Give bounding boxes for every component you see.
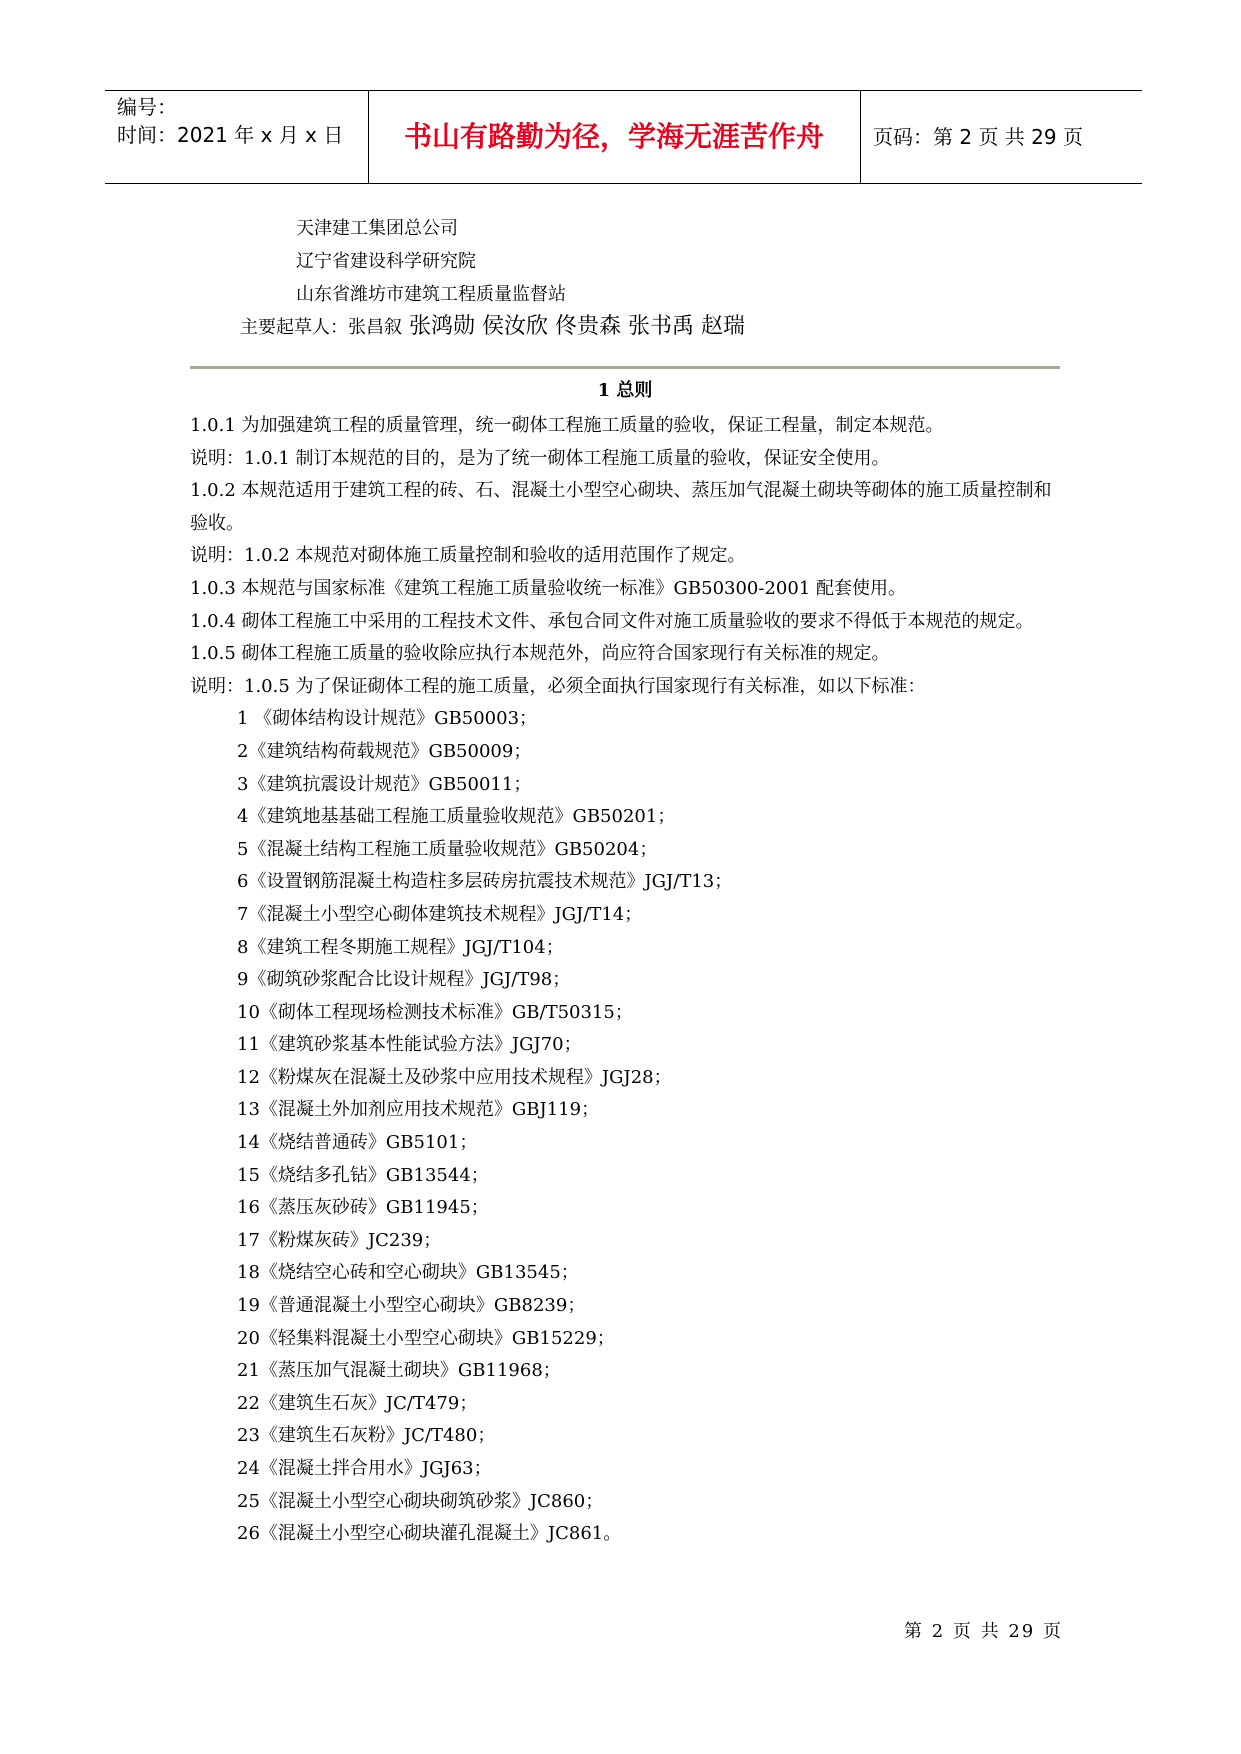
paragraph: 1.0.2 本规范适用于建筑工程的砖、石、混凝土小型空心砌块、蒸压加气混凝土砌块等砌体的施工质量控制和验收。 — [190, 480, 1052, 534]
header-meta — [117, 93, 343, 149]
document-time: 时间：2021 年 x 月 x 日 — [117, 123, 344, 147]
list-item: 4《建筑地基基础工程施工质量验收规范》GB50201； — [237, 806, 676, 828]
list-item: 10《砌体工程现场检测技术标准》GB/T50315； — [237, 1001, 633, 1023]
list-item: 2《建筑结构荷载规范》GB50009； — [237, 740, 532, 762]
list-item: 8《建筑工程冬期施工规程》JGJ/T104； — [237, 936, 564, 958]
paragraph: 1.0.1 为加强建筑工程的质量管理，统一砌体工程施工质量的验收，保证工程量，制定本规范。 — [190, 415, 944, 436]
list-item: 21《蒸压加气混凝土砌块》GB11968； — [237, 1360, 561, 1382]
document-number-label: 编号： — [117, 95, 177, 119]
list-item: 3《建筑抗震设计规范》GB50011； — [237, 773, 532, 795]
organization-item: 辽宁省建设科学研究院 — [296, 251, 476, 272]
organization-list — [296, 212, 566, 311]
list-item: 7《混凝土小型空心砌体建筑技术规程》JGJ/T14； — [237, 903, 643, 925]
drafters-label: 主要起草人：张昌叙 — [240, 317, 402, 338]
reference-list — [190, 703, 1060, 1550]
paragraph: 1.0.5 砌体工程施工质量的验收除应执行本规范外，尚应符合国家现行有关标准的规定。 — [190, 643, 890, 665]
header-divider-right — [860, 91, 861, 183]
section-body — [190, 410, 1060, 1551]
organization-item: 天津建工集团总公司 — [296, 218, 458, 239]
list-item: 14《烧结普通砖》GB5101； — [237, 1132, 478, 1154]
list-item: 13《混凝土外加剂应用技术规范》GBJ119； — [237, 1099, 600, 1121]
list-item: 25《混凝土小型空心砌块砌筑砂浆》JC860； — [237, 1490, 604, 1512]
paragraph: 说明：1.0.5 为了保证砌体工程的施工质量，必须全面执行国家现行有关标准，如以下标准： — [190, 675, 926, 697]
section-title: 1 总则 — [597, 380, 653, 401]
list-item: 17《粉煤灰砖》JC239； — [237, 1229, 442, 1251]
header-page-number: 页码：第 2 页 共 29 页 — [873, 125, 1083, 149]
drafters-line — [240, 309, 745, 346]
list-item: 15《烧结多孔钻》GB13544； — [237, 1164, 489, 1186]
page-footer: 第 2 页 共 29 页 — [904, 1621, 1063, 1642]
page-header — [105, 90, 1142, 184]
list-item: 5《混凝土结构工程施工质量验收规范》GB50204； — [237, 838, 658, 860]
organization-item: 山东省潍坊市建筑工程质量监督站 — [296, 284, 566, 305]
list-item: 12《粉煤灰在混凝土及砂浆中应用技术规程》JGJ28； — [237, 1066, 672, 1088]
list-item: 26《混凝土小型空心砌块灌孔混凝土》JC861。 — [237, 1523, 622, 1545]
paragraph: 1.0.3 本规范与国家标准《建筑工程施工质量验收统一标准》GB50300-2001 配套使用。 — [190, 577, 906, 599]
list-item: 1 《砌体结构设计规范》GB50003； — [237, 708, 538, 730]
drafters-names: 张鸿勋 侯汝欣 佟贵森 张书禹 赵瑞 — [402, 314, 745, 339]
list-item: 23《建筑生石灰粉》JC/T480； — [237, 1425, 496, 1447]
header-motto: 书山有路勤为径，学海无涯苦作舟 — [403, 120, 824, 153]
list-item: 19《普通混凝土小型空心砌块》GB8239； — [237, 1295, 586, 1317]
paragraph: 说明：1.0.2 本规范对砌体施工质量控制和验收的适用范围作了规定。 — [190, 545, 746, 567]
section-divider — [190, 366, 1060, 369]
list-item: 20《轻集料混凝土小型空心砌块》GB15229； — [237, 1327, 615, 1349]
list-item: 6《设置钢筋混凝土构造柱多层砖房抗震技术规范》JGJ/T13； — [237, 871, 733, 893]
list-item: 18《烧结空心砖和空心砌块》GB13545； — [237, 1262, 579, 1284]
list-item: 11《建筑砂浆基本性能试验方法》JGJ70； — [237, 1034, 582, 1056]
paragraph: 说明：1.0.1 制订本规范的目的，是为了统一砌体工程施工质量的验收，保证安全使用。 — [190, 447, 890, 469]
list-item: 16《蒸压灰砂砖》GB11945； — [237, 1197, 489, 1219]
list-item: 9《砌筑砂浆配合比设计规程》JGJ/T98； — [237, 969, 571, 991]
list-item: 24《混凝土拌合用水》JGJ63； — [237, 1458, 492, 1479]
paragraph: 1.0.4 砌体工程施工中采用的工程技术文件、承包合同文件对施工质量验收的要求不得低于本规范的规定。 — [190, 610, 1034, 632]
list-item: 22《建筑生石灰》JC/T479； — [237, 1392, 478, 1414]
